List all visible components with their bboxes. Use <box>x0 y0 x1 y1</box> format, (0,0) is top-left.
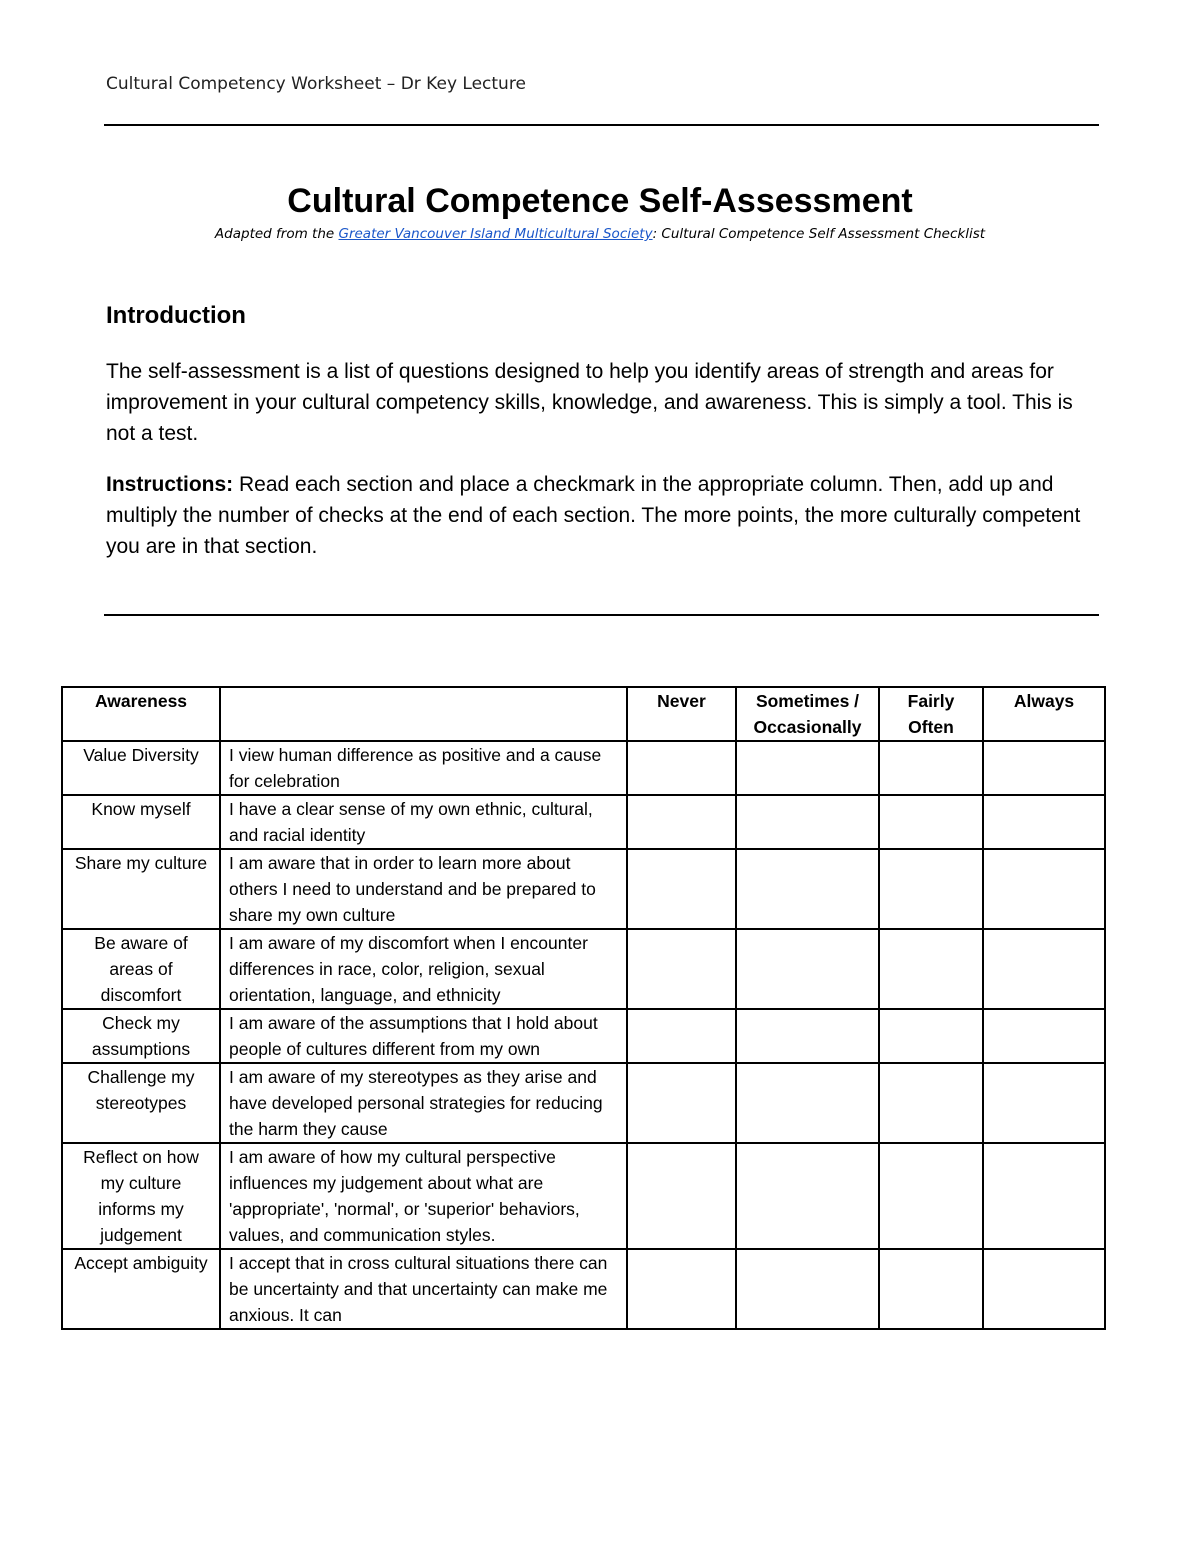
table-row <box>62 1063 1105 1143</box>
check-cell-never[interactable] <box>627 741 736 795</box>
row-category: Know myself <box>62 795 220 849</box>
introduction-heading: Introduction <box>106 302 246 329</box>
row-category: Value Diversity <box>62 741 220 795</box>
check-cell-fairly-often[interactable] <box>879 929 983 1009</box>
row-category: Accept ambiguity <box>62 1249 220 1329</box>
row-category: Reflect on how my culture informs my judgement <box>62 1143 220 1249</box>
table-row <box>62 1249 1105 1329</box>
check-cell-never[interactable] <box>627 849 736 929</box>
check-cell-sometimes[interactable] <box>736 1143 879 1249</box>
check-cell-always[interactable] <box>983 1009 1105 1063</box>
row-statement: I am aware that in order to learn more about others I need to understand and be prepared to share my own culture <box>220 849 627 929</box>
document-title: Cultural Competence Self-Assessment <box>287 182 913 220</box>
check-cell-sometimes[interactable] <box>736 741 879 795</box>
document-subtitle <box>0 226 1200 242</box>
row-category: Be aware of areas of discomfort <box>62 929 220 1009</box>
check-cell-always[interactable] <box>983 795 1105 849</box>
row-category: Share my culture <box>62 849 220 929</box>
check-cell-sometimes[interactable] <box>736 849 879 929</box>
table-row <box>62 741 1105 795</box>
row-category: Challenge my stereotypes <box>62 1063 220 1143</box>
check-cell-always[interactable] <box>983 929 1105 1009</box>
awareness-table <box>61 686 1106 1330</box>
check-cell-never[interactable] <box>627 1009 736 1063</box>
table-header-row <box>62 687 1105 741</box>
row-statement: I am aware of the assumptions that I hold about people of cultures different from my own <box>220 1009 627 1063</box>
row-statement-cell <box>220 1249 627 1329</box>
table-row <box>62 1009 1105 1063</box>
check-cell-always[interactable] <box>983 1063 1105 1143</box>
row-statement: I am aware of how my cultural perspective influences my judgement about what are 'appropriate', 'normal', or 'superior' behaviors, values, and communication styles. <box>220 1143 627 1249</box>
check-cell-always[interactable] <box>983 1143 1105 1249</box>
check-cell-fairly-often[interactable] <box>879 741 983 795</box>
instructions-label: Instructions: <box>106 473 234 496</box>
check-cell-always[interactable] <box>983 741 1105 795</box>
subtitle-prefix: Adapted from the <box>214 226 339 242</box>
check-cell-sometimes[interactable] <box>736 1249 879 1329</box>
row-statement: I am aware of my discomfort when I encounter differences in race, color, religion, sexual orientation, language, and ethnicity <box>220 929 627 1009</box>
row-statement: I have a clear sense of my own ethnic, cultural, and racial identity <box>220 795 627 849</box>
table-row <box>62 929 1105 1009</box>
page-header: Cultural Competency Worksheet – Dr Key Lecture <box>106 74 526 94</box>
header-fairly-often: Fairly Often <box>879 687 983 741</box>
check-cell-fairly-often[interactable] <box>879 1143 983 1249</box>
table-row <box>62 849 1105 929</box>
row-category: Check my assumptions <box>62 1009 220 1063</box>
check-cell-always[interactable] <box>983 1249 1105 1329</box>
header-divider <box>104 124 1099 126</box>
check-cell-never[interactable] <box>627 929 736 1009</box>
source-link[interactable]: Greater Vancouver Island Multicultural Society <box>338 226 653 242</box>
instructions-text: Read each section and place a checkmark in the appropriate column. Then, add up and multiply the number of checks at the end of each section. The more points, the more culturally competent you are in that section. <box>106 473 1081 558</box>
table-row <box>62 1143 1105 1249</box>
check-cell-always[interactable] <box>983 849 1105 929</box>
check-cell-sometimes[interactable] <box>736 1009 879 1063</box>
header-description <box>220 687 627 741</box>
row-statement: I view human difference as positive and a cause for celebration <box>220 741 627 795</box>
check-cell-fairly-often[interactable] <box>879 849 983 929</box>
header-sometimes: Sometimes / Occasionally <box>736 687 879 741</box>
row-statement: I am aware of my stereotypes as they arise and have developed personal strategies for reducing the harm they cause <box>220 1063 627 1143</box>
instructions-paragraph <box>106 469 1106 562</box>
check-cell-fairly-often[interactable] <box>879 1249 983 1329</box>
table-row <box>62 795 1105 849</box>
check-cell-sometimes[interactable] <box>736 929 879 1009</box>
row-statement: I accept that in cross cultural situations there can be uncertainty and that uncertainty can make me anxious. It can <box>229 1253 608 1325</box>
check-cell-never[interactable] <box>627 1063 736 1143</box>
check-cell-fairly-often[interactable] <box>879 795 983 849</box>
check-cell-never[interactable] <box>627 1143 736 1249</box>
section-divider <box>104 614 1099 616</box>
check-cell-fairly-often[interactable] <box>879 1009 983 1063</box>
check-cell-never[interactable] <box>627 795 736 849</box>
header-always: Always <box>983 687 1105 741</box>
header-never: Never <box>627 687 736 741</box>
subtitle-suffix: : Cultural Competence Self Assessment Checklist <box>652 226 986 242</box>
header-awareness: Awareness <box>62 687 220 741</box>
check-cell-sometimes[interactable] <box>736 795 879 849</box>
check-cell-sometimes[interactable] <box>736 1063 879 1143</box>
check-cell-never[interactable] <box>627 1249 736 1329</box>
check-cell-fairly-often[interactable] <box>879 1063 983 1143</box>
introduction-paragraph: The self-assessment is a list of questions designed to help you identify areas of strength and areas for improvement in your cultural competency skills, knowledge, and awareness. This is simply a tool. This is not a test. <box>106 360 1073 445</box>
